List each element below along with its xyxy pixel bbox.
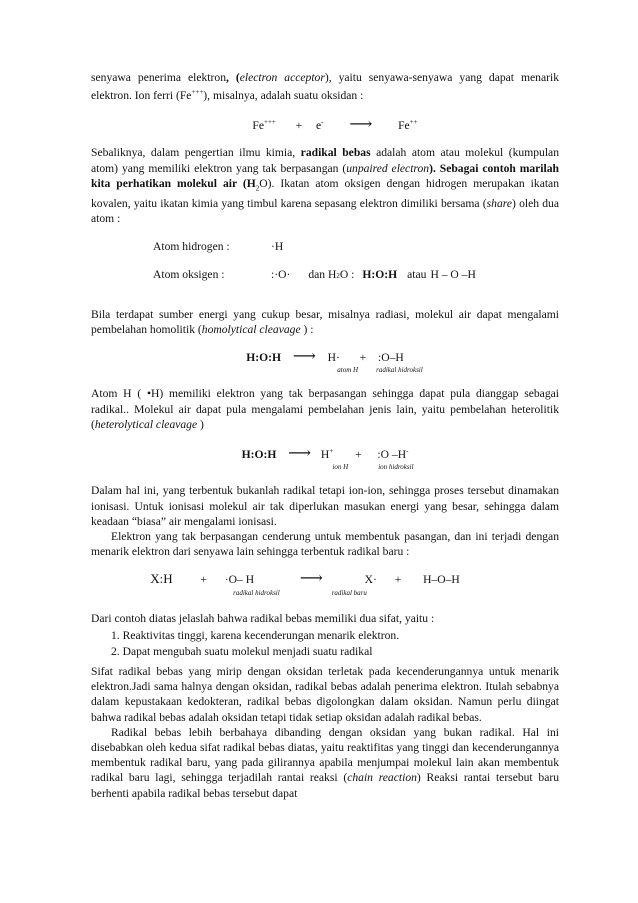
eq-left: Fe [252,119,264,133]
text: O). Ikatan atom oksigen dengan hidrogen merupakan ikatan kovalen, yaitu ikatan kimia yang timbul karena sepasang elektron dimiliki bersama ( [91,176,559,211]
text: ) : [300,322,314,336]
label-radikal-hidroksil: radikal hidroksil [233,588,280,597]
equation-heterolytic [91,444,559,475]
equation-new-radical [91,571,559,600]
eq-electron-sup: - [321,118,324,127]
paragraph-radikal-bebas [91,145,559,226]
paragraph-ionisasi: Dalam hal ini, yang terbentuk bukanlah radikal tetapi ion-ion, sehingga proses tersebut dinamakan ionisasi. Untuk ionisasi molekul air tak diperlukan masukan energi yang besar, sehingga dalam keadaan “biasa” air mengalami ionisasi. [91,484,559,528]
eq-labels [91,586,519,601]
list-item: 2. Dapat mengubah suatu molekul menjadi suatu radikal [111,644,373,658]
text: ) oleh dua atom : [91,197,559,226]
water-line-formula: H – O –H [430,267,476,281]
text: Atom H ( •H) memiliki elektron yang tak berpasangan sehingga dapat pula dianggap sebagai radikal.. Molekul air dapat pula mengalami pembelahan jenis lain, yaitu pembelahan heterolitik ( [91,387,559,431]
atau-text: atau [407,267,427,281]
label-radikal-hidroksil: radikal hidroksil [376,366,423,375]
equation-ferri [91,115,559,133]
arrow-icon: ⟶ [292,348,316,366]
atom-oxygen-formula: :·O· [271,267,291,281]
superscript: +++ [191,88,204,97]
eq-plus: + [394,573,402,587]
eq-h-ion: H [320,447,330,461]
eq-water: H–O–H [423,573,460,587]
list-item: 1. Reaktivitas tinggi, karena kecenderungan menarik elektron. [111,628,400,642]
label-ion-h: ion H [332,463,349,472]
atom-hydrogen-row [153,239,559,267]
eq-oh-sup: - [406,447,409,456]
eq-right: Fe [398,119,410,133]
arrow-icon: ⟶ [349,116,373,134]
eq-left: H:O:H [246,351,282,365]
text-italic-term: share [486,197,512,211]
paragraph-electron-acceptor [91,70,559,103]
eq-h-sup: + [329,447,334,456]
sifat-list [111,628,559,660]
text: adalah atom atau molekul (kumpulan atom) yang memiliki elektron yang tak berpasangan ( [91,146,559,175]
eq-oh-radical: ·O– H [224,573,255,587]
text-italic-term: homolytical cleavage [201,322,301,336]
eq-electron: e [316,119,322,133]
text-punct: , ( [226,71,240,84]
eq-labels [91,363,559,378]
paragraph-elektron-pasangan: Elektron yang tak berpasangan cenderung untuk membentuk pasangan, dan ini terjadi dengan menarik elektron dari senyawa lain sehingga terbentuk radikal baru : [91,529,559,559]
arrow-icon: ⟶ [288,444,312,462]
text-bold-term: senyawa penerima elektron [91,71,226,84]
eq-xh: X:H [150,571,173,587]
paragraph-lebih-berbahaya [91,725,559,801]
eq-left: H:O:H [241,447,277,461]
atom-examples [153,239,559,295]
text: Sebaliknya, dalam pengertian ilmu kimia, [91,146,301,160]
water-dot-formula: H:O:H [362,267,398,281]
atom-oxygen-label: Atom oksigen : [153,267,225,281]
equation-homolytic [91,349,559,378]
eq-x-radical: X· [364,573,377,587]
paragraph-dua-sifat: Dari contoh diatas jelaslah bahwa radikal bebas memiliki dua sifat, yaitu : [91,611,435,625]
dan-o-text: O : [339,267,355,281]
paragraph-heterolitik [91,386,559,432]
atom-hydrogen-label: Atom hidrogen : [153,239,230,253]
label-atom-h: atom H [337,366,359,375]
eq-plus: + [359,351,367,365]
label-radikal-baru: radikal baru [331,588,367,597]
text: ), misalnya, adalah suatu oksidan : [203,89,364,103]
eq-labels [91,460,559,475]
dan-text: dan H [308,267,337,281]
text: ) Reaksi rantai tersebut baru berhenti apabila radikal bebas tersebut dapat [91,771,559,800]
atom-oxygen-row [153,267,559,295]
text-italic-term: chain reaction [347,771,417,785]
document-page [91,70,559,801]
eq-oh-ion: :O –H [377,447,407,461]
text: ), yaitu senyawa-senyawa yang dapat menarik elektron. Ion ferri (Fe [91,71,559,103]
text: ) [197,417,204,431]
eq-oh-radical: :O–H [377,351,404,365]
subscript: 2 [336,271,340,280]
eq-left-sup: +++ [264,118,276,127]
paragraph-sifat-oksidan: Sifat radikal bebas yang mirip dengan oksidan terletak pada kecenderungannya untuk menarik elektron.Jadi sama halnya dengan oksidan, radikal bebas adalah penerima elektron. Itulah sebabnya dalam kepustakaan kedokteran, radikal bebas digolongkan dalam oksidan. Namun perlu diingat bahwa radikal bebas adalah oksidan tetapi tidak setiap oksidan adalah radikal bebas. [91,664,559,724]
label-ion-hidroksil: ion hidroksil [378,463,414,472]
paragraph-homolitik [91,307,559,337]
text-italic-term: electron acceptor [239,71,325,84]
atom-hydrogen-formula: ·H [271,239,284,253]
eq-plus: + [355,447,362,461]
eq-right-sup: ++ [409,118,418,127]
eq-plus: + [295,119,303,133]
eq-h-radical: H· [327,351,340,365]
eq-plus: + [200,573,207,587]
text-bold-term: radikal bebas [300,146,371,160]
text-italic-term: heterolytical cleavage [94,417,198,431]
text: ). Sebagai contoh marilah kita perhatikan molekul air (H [91,161,559,190]
text-italic-term: unpaired electron [346,161,430,175]
text: Radikal bebas lebih berbahaya dibanding dengan oksidan yang bukan radikal. Hal ini disebabkan oleh kedua sifat radikal bebas diatas, yaitu reaktifitas yang tinggi dan kecenderungannya membentuk radikal baru, yang pada gilirannya apabila menjumpai molekul lain akan membentuk radikal baru lagi, sehingga terjadilah rantai reaksi ( [91,725,559,785]
text: Bila terdapat sumber energi yang cukup besar, misalnya radiasi, molekul air dapat mengalami pembelahan homolitik ( [91,307,559,336]
subscript: 2 [255,184,260,193]
arrow-icon: ⟶ [299,570,323,588]
